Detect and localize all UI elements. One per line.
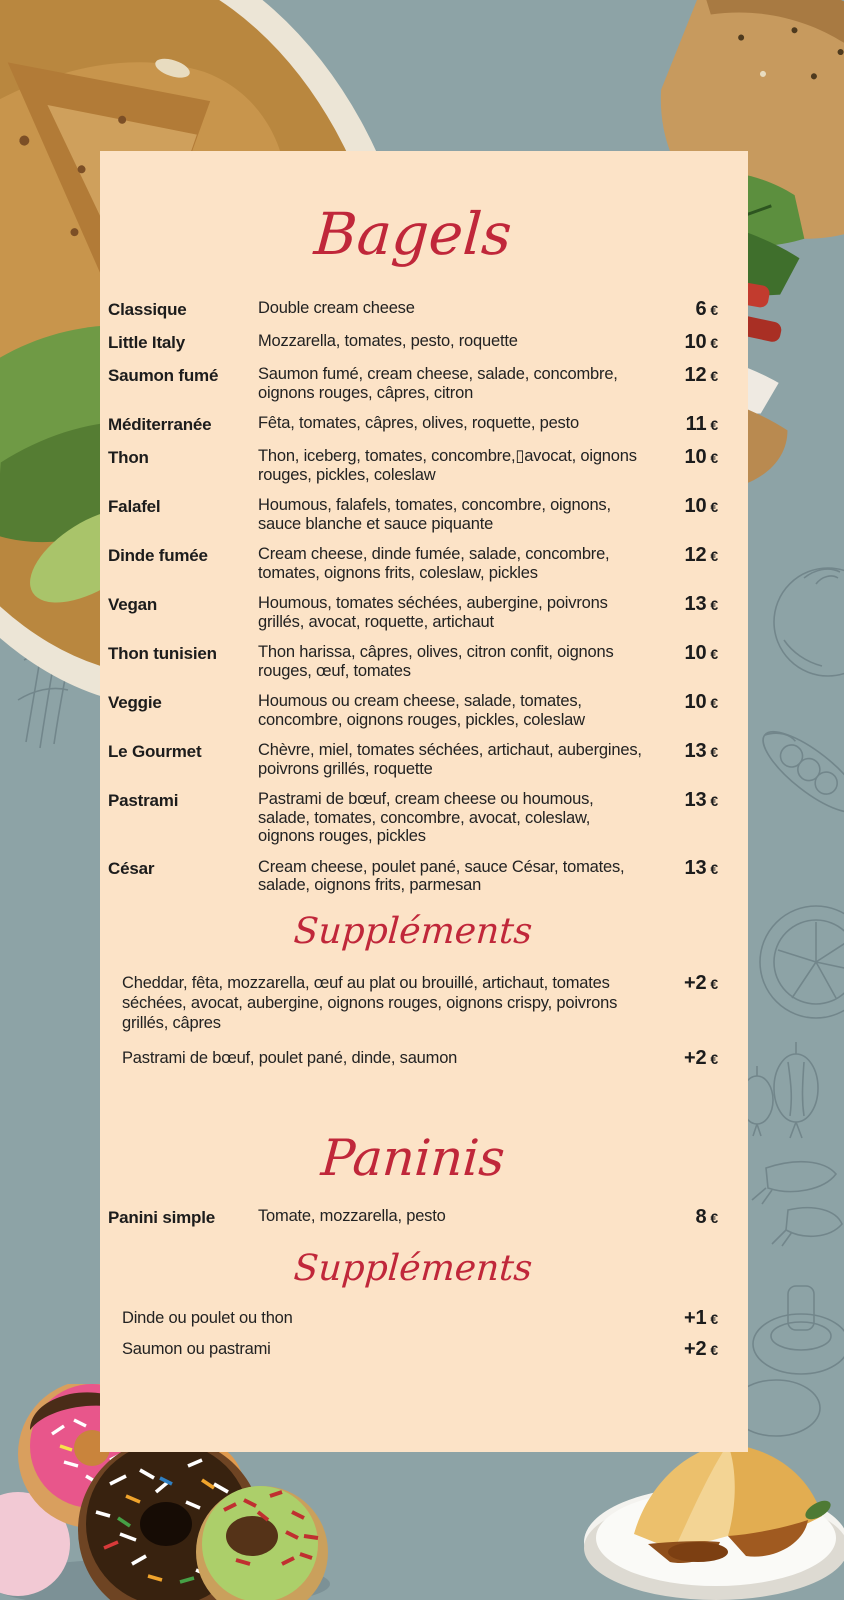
menu-item-dinde-fumee [108, 545, 718, 582]
menu-item-cesar [108, 858, 718, 895]
menu-item-saumon-fume [108, 365, 718, 402]
supplement-description: Cheddar, fêta, mozzarella, œuf au plat ou brouillé, artichaut, tomates séchées, avocat, aubergine, oignons rouges, oignons crispy, poivrons grillés, câpres [122, 973, 618, 1032]
euro-sign: € [710, 793, 718, 809]
item-description: Chèvre, miel, tomates séchées, artichaut, aubergines, poivrons grillés, roquette [258, 741, 642, 778]
item-price: 10 € [684, 691, 718, 713]
supplement-item [108, 973, 718, 1033]
tomato-sketch [774, 568, 844, 676]
supplement-description: Dinde ou poulet ou thon [122, 1308, 293, 1327]
euro-sign: € [710, 368, 718, 384]
euro-sign: € [710, 1310, 718, 1327]
euro-sign: € [710, 695, 718, 711]
item-description: Houmous, falafels, tomates, concombre, oignons, sauce blanche et sauce piquante [258, 496, 611, 533]
menu-item-veggie [108, 692, 718, 729]
carrot-sketch [752, 1162, 842, 1246]
euro-sign: € [710, 548, 718, 564]
onion-sketch [741, 1042, 818, 1138]
item-description: Fêta, tomates, câpres, olives, roquette, pesto [258, 414, 579, 432]
item-description: Mozzarella, tomates, pesto, roquette [258, 332, 518, 350]
tomato-slice-sketch [760, 906, 844, 1018]
item-price: 10 € [684, 331, 718, 353]
euro-sign: € [710, 597, 718, 613]
euro-sign: € [710, 302, 718, 318]
item-name: Pastrami [108, 791, 179, 810]
item-price: 13 € [684, 789, 718, 811]
item-price: 13 € [684, 740, 718, 762]
euro-sign: € [710, 1050, 718, 1067]
bagels-section-title: Bagels [312, 200, 514, 268]
item-description: Saumon fumé, cream cheese, salade, concombre, oignons rouges, câpres, citron [258, 365, 618, 402]
menu-item-le-gourmet [108, 741, 718, 778]
supplement-price: +2 € [684, 971, 718, 994]
item-name: Saumon fumé [108, 366, 219, 385]
euro-sign: € [710, 646, 718, 662]
paninis-item-list [108, 1207, 718, 1228]
supplement-item [108, 1339, 718, 1360]
item-description: Houmous, tomates séchées, aubergine, poivrons grillés, avocat, roquette, artichaut [258, 594, 608, 631]
item-price: 10 € [684, 446, 718, 468]
euro-sign: € [710, 335, 718, 351]
item-name: César [108, 858, 155, 878]
item-price: 12 € [684, 364, 718, 386]
mushroom-sketch [732, 1286, 844, 1436]
item-name: Dinde fumée [108, 546, 208, 565]
menu-item-panini-simple [108, 1207, 718, 1228]
menu-item-little-italy [108, 332, 718, 353]
euro-sign: € [710, 499, 718, 515]
supplement-item [108, 1048, 718, 1069]
item-description: Cream cheese, dinde fumée, salade, concombre, tomates, oignons frits, coleslaw, pickles [258, 545, 610, 582]
euro-sign: € [710, 417, 718, 433]
item-name: Little Italy [108, 333, 185, 352]
euro-sign: € [710, 1209, 718, 1226]
menu-item-mediterranee [108, 414, 718, 435]
menu-item-vegan [108, 594, 718, 631]
euro-sign: € [710, 450, 718, 466]
menu-item-thon [108, 447, 718, 484]
item-description: Tomate, mozzarella, pesto [258, 1206, 446, 1225]
item-price: 10 € [684, 495, 718, 517]
item-name: Veggie [108, 693, 162, 712]
item-description: Pastrami de bœuf, cream cheese ou houmous, salade, tomates, concombre, avocat, coleslaw, oignons rouges, pickles [258, 790, 594, 845]
item-price: 12 € [684, 544, 718, 566]
euro-sign: € [710, 860, 718, 877]
supplement-description: Pastrami de bœuf, poulet pané, dinde, saumon [122, 1048, 458, 1067]
pea-pod-sketch [752, 719, 844, 824]
item-description: Double cream cheese [258, 299, 415, 317]
item-price: 8 € [695, 1205, 718, 1228]
supplement-description: Saumon ou pastrami [122, 1339, 271, 1358]
supplement-price: +1 € [684, 1306, 718, 1329]
item-price: 10 € [684, 642, 718, 664]
menu-item-falafel [108, 496, 718, 533]
item-name: Thon [108, 448, 149, 467]
supplements-bagels-list [108, 973, 718, 1069]
supplement-item [108, 1308, 718, 1329]
item-name: Panini simple [108, 1207, 215, 1227]
bagels-item-list [108, 299, 718, 895]
supplements-paninis-list [108, 1308, 718, 1360]
supplements-bagels-title: Suppléments [292, 910, 534, 952]
supplements-paninis-title: Suppléments [292, 1247, 534, 1289]
supplement-price: +2 € [684, 1337, 718, 1360]
item-description: Cream cheese, poulet pané, sauce César, tomates, salade, oignons frits, parmesan [258, 857, 625, 894]
item-name: Méditerranée [108, 415, 212, 434]
paninis-section-title: Paninis [319, 1128, 507, 1187]
euro-sign: € [710, 1341, 718, 1358]
menu-item-classique [108, 299, 718, 320]
item-price: 13 € [684, 856, 718, 879]
item-name: Vegan [108, 595, 158, 614]
euro-sign: € [710, 744, 718, 760]
item-description: Houmous ou cream cheese, salade, tomates, concombre, oignons rouges, pickles, coleslaw [258, 692, 585, 729]
menu-card [100, 151, 748, 1452]
item-name: Classique [108, 300, 187, 319]
item-description: Thon, iceberg, tomates, concombre,▯avocat, oignons rouges, pickles, coleslaw [258, 447, 637, 484]
euro-sign: € [710, 975, 718, 992]
item-name: Falafel [108, 497, 161, 516]
supplement-price: +2 € [684, 1046, 718, 1069]
item-price: 11 € [685, 413, 718, 435]
item-price: 6 € [695, 298, 718, 320]
item-description: Thon harissa, câpres, olives, citron confit, oignons rouges, œuf, tomates [258, 643, 614, 680]
menu-item-pastrami [108, 790, 718, 846]
item-name: Le Gourmet [108, 742, 202, 761]
item-price: 13 € [684, 593, 718, 615]
item-name: Thon tunisien [108, 644, 217, 663]
menu-item-thon-tunisien [108, 643, 718, 680]
